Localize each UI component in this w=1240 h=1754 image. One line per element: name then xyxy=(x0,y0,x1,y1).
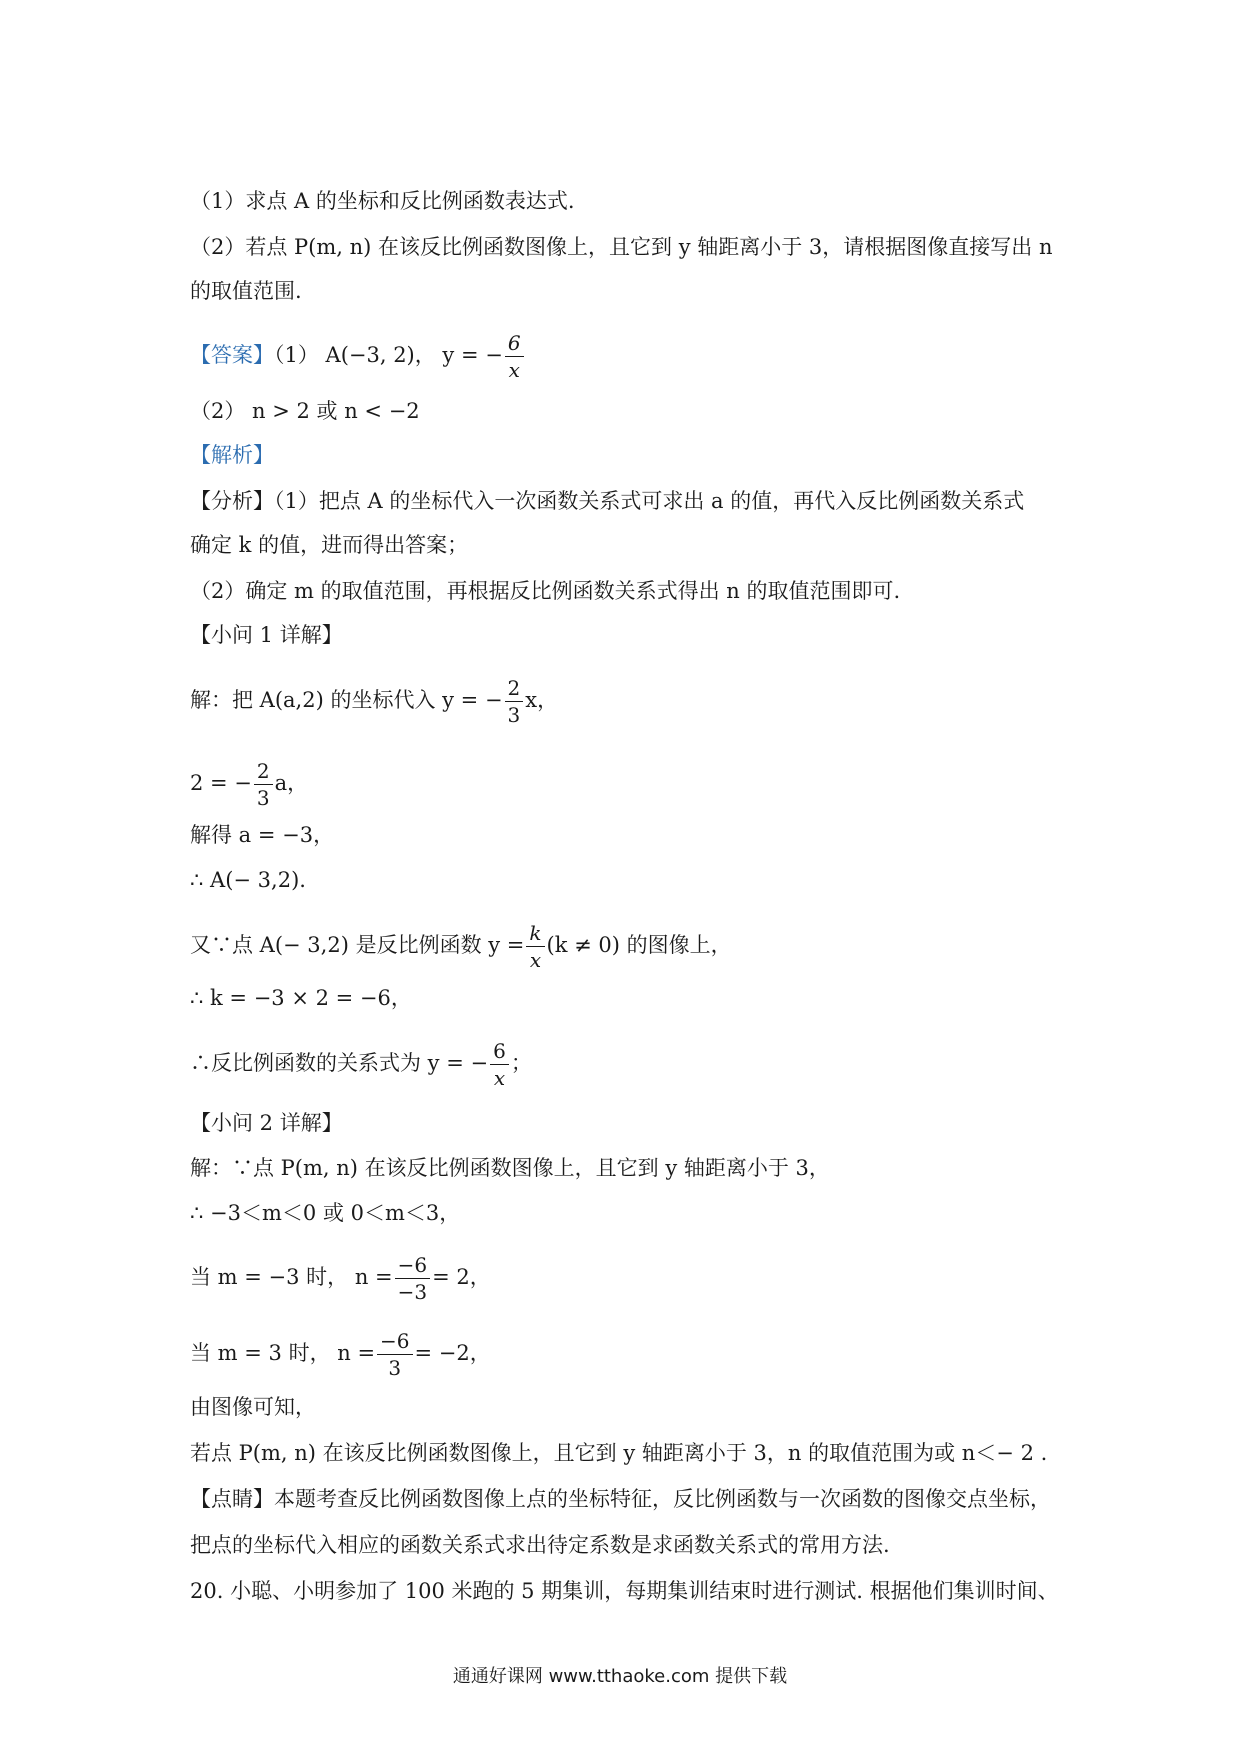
fraction-denominator: −3 xyxy=(397,1280,428,1304)
step-fraction xyxy=(254,758,273,811)
solution-1-step-5 xyxy=(190,920,1120,973)
step-text: 当 m = 3 时， n = xyxy=(190,1341,376,1365)
question-part-1: （1）求点 A 的坐标和反比例函数表达式. xyxy=(190,189,575,213)
solution-1-step-4: ∴ A(− 3,2). xyxy=(190,868,306,892)
fraction-denominator: x xyxy=(508,358,520,382)
answer-line-1 xyxy=(190,330,1120,383)
fraction-numerator: 6 xyxy=(505,330,524,357)
analysis-line-3: （2）确定 m 的取值范围，再根据反比例函数关系式得出 n 的取值范围即可. xyxy=(190,579,901,603)
subquestion-2-title: 【小问 2 详解】 xyxy=(190,1111,343,1135)
answer-tag: 【答案】 xyxy=(190,343,274,367)
fraction-denominator: x xyxy=(493,1066,506,1090)
fraction-numerator: −6 xyxy=(395,1252,430,1279)
solution-2-step-5: 由图像可知， xyxy=(190,1395,316,1419)
solution-1-step-3: 解得 a = −3， xyxy=(190,823,335,847)
fraction-numerator: 2 xyxy=(505,675,524,702)
fraction-denominator: x xyxy=(529,948,542,972)
solution-1-step-2 xyxy=(190,758,1120,811)
step-text: (k ≠ 0) 的图像上， xyxy=(546,933,732,957)
question-part-2-cont: 的取值范围. xyxy=(190,279,302,303)
step-text: 2 = − xyxy=(190,771,252,795)
fraction-denominator: 3 xyxy=(256,786,270,810)
solution-2-step-2: ∴ −3＜m＜0 或 0＜m＜3， xyxy=(190,1201,461,1225)
key-point-line-1: 【点睛】本题考查反比例函数图像上点的坐标特征，反比例函数与一次函数的图像交点坐标， xyxy=(190,1487,1051,1511)
step-text: 又∵点 A(− 3,2) 是反比例函数 y = xyxy=(190,933,525,957)
step-fraction xyxy=(377,1328,412,1381)
fraction-denominator: 3 xyxy=(507,703,521,727)
fraction-numerator: 6 xyxy=(490,1038,509,1065)
key-point-line-2: 把点的坐标代入相应的函数关系式求出待定系数是求函数关系式的常用方法. xyxy=(190,1533,890,1557)
solution-2-conclusion: 若点 P(m, n) 在该反比例函数图像上，且它到 y 轴距离小于 3，n 的取值范围为或 n＜− 2 . xyxy=(190,1441,1048,1465)
solution-1-step-7 xyxy=(190,1038,1120,1091)
step-text: ∴反比例函数的关系式为 y = − xyxy=(190,1051,489,1075)
step-text: ； xyxy=(510,1051,532,1075)
fraction-denominator: 3 xyxy=(388,1356,402,1380)
analysis-tag: 【解析】 xyxy=(190,443,274,467)
step-fraction xyxy=(526,920,544,973)
solution-2-step-3 xyxy=(190,1252,1120,1305)
question-part-2: （2）若点 P(m, n) 在该反比例函数图像上，且它到 y 轴距离小于 3，请根据图像直接写出 n xyxy=(190,235,1053,259)
solution-2-step-4 xyxy=(190,1328,1120,1381)
answer-1-fraction xyxy=(505,330,524,383)
step-text: a， xyxy=(274,771,309,795)
page-footer: 通通好课网 www.tthaoke.com 提供下载 xyxy=(452,1666,788,1687)
analysis-line-1: 【分析】（1）把点 A 的坐标代入一次函数关系式可求出 a 的值，再代入反比例函数关系式 xyxy=(190,489,1025,513)
fraction-numerator: k xyxy=(526,920,544,947)
analysis-line-2: 确定 k 的值，进而得出答案； xyxy=(190,533,469,557)
fraction-numerator: 2 xyxy=(254,758,273,785)
step-text: 解：把 A(a,2) 的坐标代入 y = − xyxy=(190,688,503,712)
answer-line-2: （2） n > 2 或 n < −2 xyxy=(190,399,420,423)
step-fraction xyxy=(490,1038,509,1091)
step-text: = −2， xyxy=(414,1341,491,1365)
solution-2-step-1: 解：∵点 P(m, n) 在该反比例函数图像上，且它到 y 轴距离小于 3， xyxy=(190,1156,830,1180)
solution-1-step-6: ∴ k = −3 × 2 = −6， xyxy=(190,986,412,1010)
step-fraction xyxy=(505,675,524,728)
subquestion-1-title: 【小问 1 详解】 xyxy=(190,623,343,647)
step-fraction xyxy=(395,1252,430,1305)
fraction-numerator: −6 xyxy=(377,1328,412,1355)
step-text: 当 m = −3 时， n = xyxy=(190,1265,393,1289)
question-20: 20. 小聪、小明参加了 100 米跑的 5 期集训，每期集训结束时进行测试. 根据他们集训时间、 xyxy=(190,1579,1059,1603)
solution-1-step-1 xyxy=(190,675,1120,728)
step-text: x， xyxy=(525,688,559,712)
step-text: = 2， xyxy=(432,1265,491,1289)
answer-1-text: （1） A(−3, 2)， y = − xyxy=(274,343,503,367)
